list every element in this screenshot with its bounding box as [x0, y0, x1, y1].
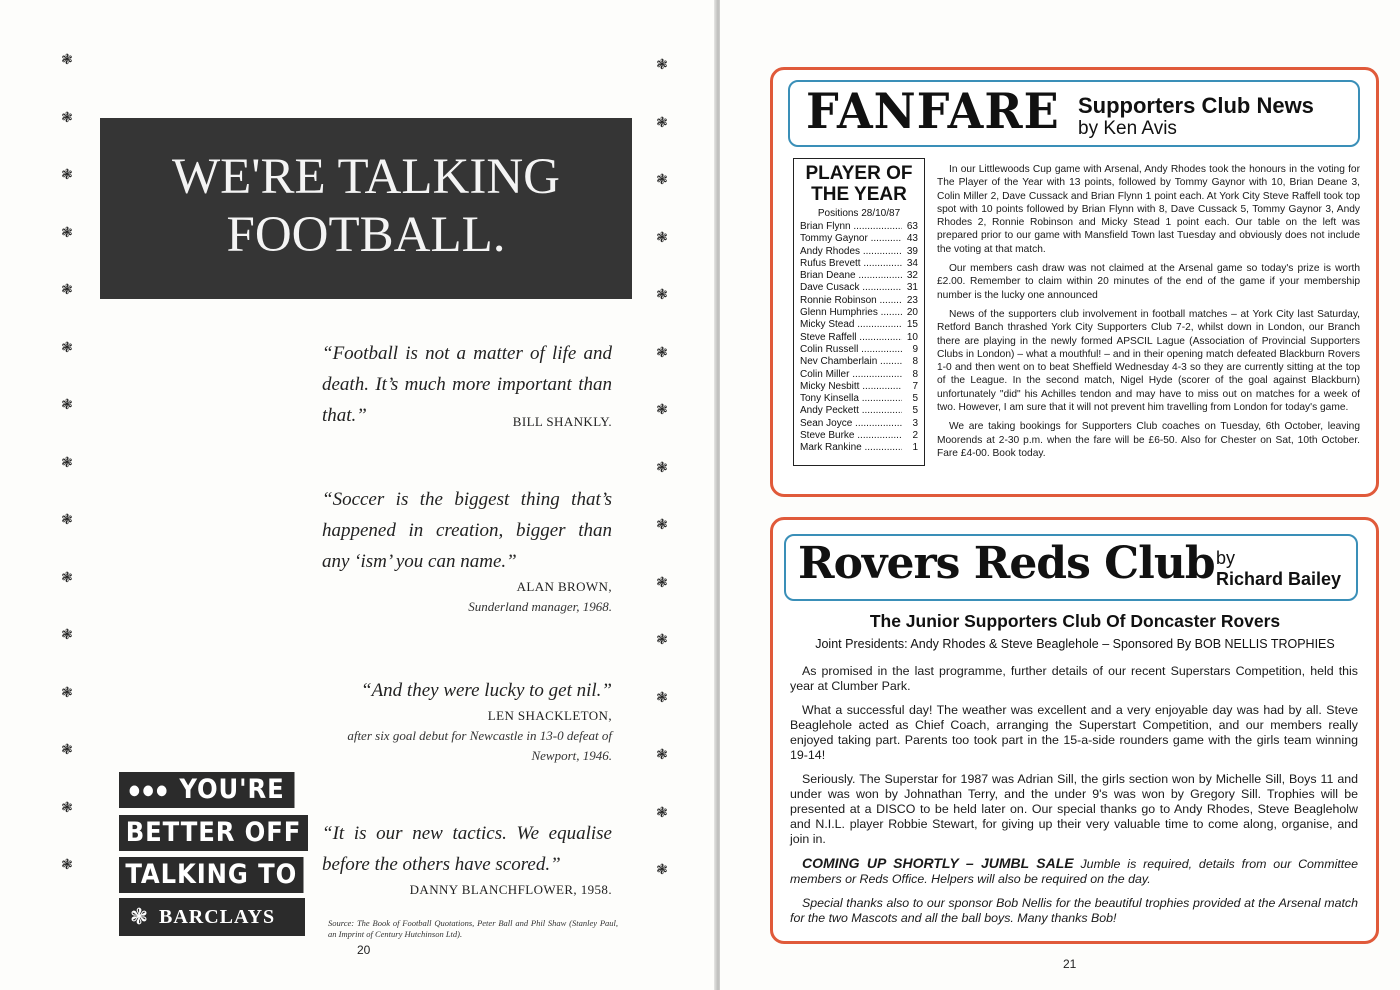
rovers-subtitle: The Junior Supporters Club Of Doncaster Rovers: [869, 611, 1281, 631]
poty-player-points: 8: [912, 368, 918, 380]
poty-player-points: 8: [912, 356, 918, 368]
poty-row: [800, 258, 918, 270]
poty-player-points: 3: [912, 417, 918, 429]
eagle-icon: ❃: [129, 904, 149, 930]
ad-line-3: TALKING TO: [119, 857, 304, 893]
rovers-article: [790, 664, 1358, 935]
eagle-icon: ❃: [656, 747, 668, 763]
eagle-icon: ❃: [61, 282, 73, 298]
poty-player-name: Tommy Gaynor .....: [800, 233, 902, 245]
poty-row: [800, 319, 918, 331]
poty-player-name: Micky Nesbitt .....: [800, 381, 902, 393]
player-of-year-table: [793, 158, 925, 466]
poty-row: [800, 369, 918, 381]
eagle-icon: ❃: [656, 459, 668, 476]
ad-line-1: [119, 772, 295, 808]
rovers-title: Rovers Reds Club: [798, 538, 1215, 589]
fanfare-paragraph: We are taking bookings for Supporters Club coaches on Tuesday, 6th October, leaving Moorends at 2-30 p.m. when the fare will be £6-50. Also for Chester on Sat, 10th October. Fare £4-00. Book today.: [937, 421, 1360, 459]
ad-line-1-text: YOU'RE: [179, 774, 285, 805]
quote-context: after six goal debut for Newcastle in 13-0 defeat of Newport, 1946.: [347, 728, 612, 763]
eagle-icon: ❃: [61, 339, 73, 356]
eagle-icon: ❃: [656, 402, 668, 418]
poty-player-points: 7: [912, 380, 918, 392]
quote-context: Sunderland manager, 1968.: [468, 599, 612, 614]
eagle-icon: ❃: [61, 109, 73, 126]
source-note: Source: The Book of Football Quotations, Peter Ball and Phil Shaw (Stanley Paul, an Imprint of Century Hutchinson Ltd).: [328, 918, 618, 939]
rovers-paragraph: What a successful day! The weather was excellent and a very enjoyable day was had by all. Steve Beaglehole acted as Chief Coach, arranging the Superstart Competition, and our members really enjoyed taking part. Parents too took part in the 15-a-side rounders game with the girls team winning 19-14!: [790, 703, 1358, 762]
poty-row: [800, 356, 918, 368]
rovers-author: Richard Bailey: [1216, 569, 1342, 589]
eagle-icon: ❃: [61, 627, 73, 643]
poty-player-name: Rufus Brevett .....: [800, 258, 902, 270]
thanks-paragraph: Special thanks also to our sponsor Bob Nellis for the beautiful trophies provided at the Arsenal match for the two Mascots and all the ball boys. Many thanks Bob!: [790, 896, 1358, 925]
poty-row: [800, 344, 918, 356]
poty-player-name: Dave Cusack .....: [800, 282, 902, 294]
eagle-icon: ❃: [61, 742, 73, 758]
poty-player-name: Brian Deane .....: [800, 270, 902, 282]
barclays-name: BARCLAYS: [159, 905, 276, 928]
poty-player-points: 5: [912, 405, 918, 417]
eagle-icon: ❃: [61, 167, 73, 183]
poty-player-points: 9: [912, 343, 918, 355]
poty-subtitle: Positions 28/10/87: [817, 208, 901, 219]
rovers-presidents: Joint Presidents: Andy Rhodes & Steve Beaglehole – Sponsored By BOB NELLIS TROPHIES: [815, 637, 1335, 651]
poty-row: [800, 221, 918, 233]
coming-up-text: Jumble is required, details from our Committee members or Reds Office. Helpers will also be required on the day.: [790, 857, 1358, 886]
poty-player-name: Nev Chamberlain .....: [800, 356, 902, 368]
rovers-paragraph: Seriously. The Superstar for 1987 was Adrian Sill, the girls section won by Michelle Sill, Boys 11 and under was won by Johnathan Terry, and the under 9's was won by Gregory Sill. Trophies will be presented at a DISCO to be held later on. Our special thanks go to Andy Rhodes, Steve Beagleholw and N.I.L. player Robbie Stewart, for giving up their very valuable time to come along, organise, and join in.: [790, 772, 1358, 846]
fanfare-heading: Supporters Club News: [1078, 93, 1314, 118]
poty-player-name: Andy Rhodes .....: [800, 246, 902, 258]
eagle-border-left: [57, 50, 77, 913]
poty-row: [800, 442, 918, 454]
poty-row: [800, 405, 918, 417]
poty-player-name: Steve Raffell .....: [800, 332, 902, 344]
poty-player-name: Glenn Humphries .....: [800, 307, 902, 319]
quote-text: “And they were lucky to get nil.”: [361, 680, 612, 701]
quote-text: “Soccer is the biggest thing that’s happened in creation, bigger than any ‘ism’ you can name.”: [322, 489, 612, 572]
poty-row: [800, 282, 918, 294]
poty-player-name: Brian Flynn .....: [800, 221, 902, 233]
headline-banner: [100, 118, 632, 299]
fanfare-paragraph: News of the supporters club involvement in football matches – at York City last Saturday, Retford Banch thrashed York City Supporters Club 7-2, whilst down in London, our Branch there are playing in the newly formed APSCIL Lague (Association of Provincial Supporters Clubs in London) – what a mouthful! – and in their opening match defeated Blackburn Rovers 1-0 and then went on to beat Sheffield Wednesday 4-3 so they are currently sitting at the top of the League. In the second match, Nigel Hyde (scorer of the goal against Blackburn) unfortunately "did" his Achilles tendon and may have to miss out on matches for a week of two. However, I am sure that it will not prevent him travelling from London for today's game.: [937, 308, 1360, 414]
page-number-left: 20: [357, 943, 371, 957]
poty-rows: [800, 221, 918, 455]
poty-row: [800, 295, 918, 307]
quote-author: DANNY BLANCHFLOWER, 1958.: [409, 882, 612, 897]
quote-brown: [322, 484, 612, 617]
eagle-icon: ❃: [61, 857, 73, 873]
eagle-icon: ❃: [656, 862, 668, 878]
ad-line-2: BETTER OFF: [119, 815, 308, 851]
eagle-icon: ❃: [61, 512, 73, 528]
eagle-icon: ❃: [656, 344, 668, 361]
quote-text: “It is our new tactics. We equalise before the others have scored.”: [322, 823, 612, 875]
eagle-icon: ❃: [656, 574, 668, 591]
coming-up-paragraph: [790, 856, 1358, 887]
poty-player-name: Steve Burke .....: [800, 430, 902, 442]
poty-player-points: 31: [906, 282, 918, 294]
poty-title-2: THE YEAR: [811, 184, 907, 205]
poty-row: [800, 381, 918, 393]
poty-title-1: PLAYER OF: [805, 163, 913, 184]
poty-player-name: Colin Miller .....: [800, 369, 902, 381]
fanfare-byline: by Ken Avis: [1078, 118, 1177, 139]
poty-row: [800, 307, 918, 319]
poty-row: [800, 246, 918, 258]
poty-player-points: 63: [906, 221, 918, 232]
poty-row: [800, 393, 918, 405]
headline-line-2: FOOTBALL.: [226, 207, 506, 263]
eagle-icon: ❃: [656, 287, 668, 303]
quote-shankly: [322, 338, 612, 437]
barclays-logo: [119, 898, 305, 936]
rovers-by: by: [1216, 548, 1236, 568]
eagle-border-right: [652, 55, 672, 918]
fanfare-paragraph: Our members cash draw was not claimed at the Arsenal game so today's prize is worth £2.00. Remember to claim within 20 minutes of the end of the game if your membership number is the lucky one announced: [937, 263, 1360, 301]
poty-player-points: 34: [906, 257, 918, 269]
coming-up-heading: COMING UP SHORTLY – JUMBL SALE: [802, 855, 1074, 871]
fanfare-article: [937, 163, 1360, 466]
poty-row: [800, 233, 918, 245]
page-number-right: 21: [1063, 957, 1077, 971]
eagle-icon: ❃: [656, 689, 668, 706]
poty-player-points: 32: [906, 270, 918, 282]
eagle-icon: ❃: [61, 397, 73, 413]
eagle-icon: ❃: [656, 632, 668, 648]
fanfare-paragraph: In our Littlewoods Cup game with Arsenal, Andy Rhodes took the honours in the voting for The Player of the Year with 13 points, followed by Tommy Gaynor with 10, Brian Deane 3, Colin Miller 2, Dave Cussack and Brian Flynn 1 point each. At York City Steve Raffell took top spot with 10 points followed by Brian Flynn with 8, Dave Cussack 5, Tommy Gaynor 3, Andy Rhodes 2, Ronnie Robinson and Micky Stead 1 point each. Our table on the left was prepared prior to our game with Mansfield Town last Tuesday and obviously does not include the voting at that match.: [937, 164, 1360, 255]
poty-player-name: Colin Russell .....: [800, 344, 902, 356]
eagle-icon: ❃: [656, 229, 668, 246]
poty-player-points: 15: [906, 319, 918, 331]
eagle-icon: ❃: [61, 799, 73, 816]
poty-player-name: Andy Peckett .....: [800, 405, 902, 417]
poty-player-name: Sean Joyce .....: [800, 418, 902, 430]
eagle-icon: ❃: [656, 114, 668, 131]
poty-player-name: Micky Stead .....: [800, 319, 902, 331]
quote-shackleton: [322, 675, 612, 766]
eagle-icon: ❃: [656, 172, 668, 188]
poty-player-points: 10: [906, 331, 918, 343]
fanfare-title: FANFARE: [806, 82, 1060, 140]
poty-row: [800, 332, 918, 344]
poty-player-points: 2: [912, 430, 918, 442]
eagle-icon: ❃: [61, 454, 73, 471]
quote-author: BILL SHANKLY.: [512, 414, 612, 429]
poty-player-name: Ronnie Robinson .....: [800, 295, 902, 307]
poty-player-points: 1: [912, 442, 918, 454]
poty-row: [800, 270, 918, 282]
eagle-icon: ❃: [656, 517, 668, 533]
poty-player-points: 5: [912, 393, 918, 405]
eagle-icon: ❃: [656, 57, 668, 73]
poty-player-points: 39: [906, 245, 918, 257]
eagle-icon: ❃: [61, 684, 73, 701]
eagle-icon: ❃: [61, 224, 73, 241]
poty-row: [800, 430, 918, 442]
quote-author: ALAN BROWN,: [516, 579, 612, 594]
ad-dots: ●●●: [128, 782, 170, 799]
poty-player-name: Tony Kinsella .....: [800, 393, 902, 405]
poty-player-name: Mark Rankine .....: [800, 442, 902, 454]
rovers-paragraph: As promised in the last programme, further details of our recent Superstars Competition, held this year at Clumber Park.: [790, 664, 1358, 693]
eagle-icon: ❃: [61, 52, 73, 68]
quote-text: “Football is not a matter of life and death. It’s much more important than that.”: [322, 343, 612, 426]
quote-author: LEN SHACKLETON,: [487, 708, 612, 723]
headline-line-1: WE'RE TALKING: [171, 149, 560, 205]
poty-row: [800, 418, 918, 430]
poty-player-points: 43: [906, 233, 918, 245]
poty-player-points: 23: [906, 294, 918, 306]
poty-player-points: 20: [906, 307, 918, 319]
eagle-icon: ❃: [61, 569, 73, 586]
quote-blanchflower: [322, 818, 612, 900]
eagle-icon: ❃: [656, 804, 668, 821]
